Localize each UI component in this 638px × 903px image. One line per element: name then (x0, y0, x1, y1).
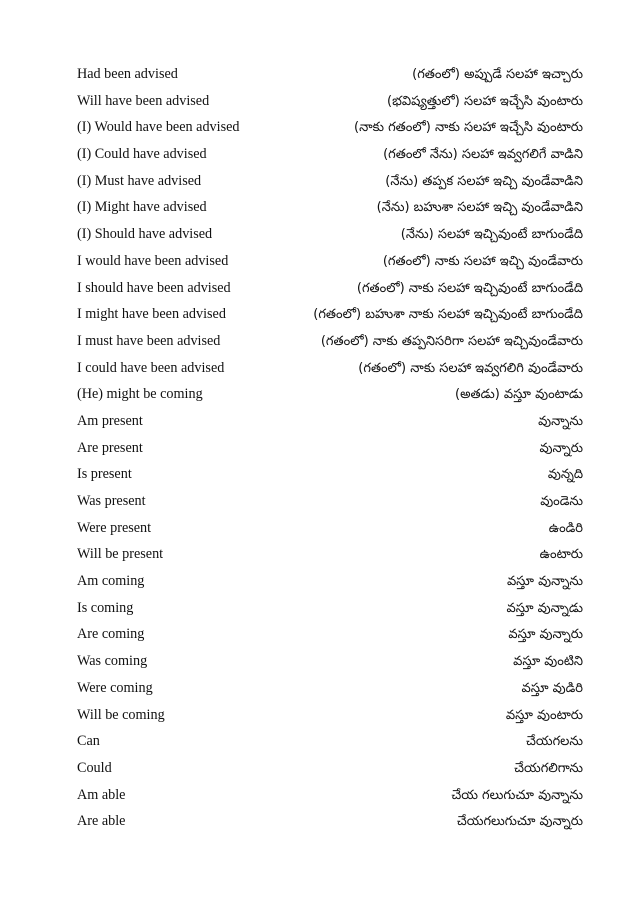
english-phrase: Could (77, 759, 112, 776)
telugu-translation: చేయగలను (525, 734, 583, 750)
telugu-translation: వుండెను (540, 494, 583, 509)
english-phrase: Was coming (77, 653, 148, 670)
english-phrase: Were coming (77, 679, 153, 696)
english-phrase: I could have been advised (77, 359, 225, 376)
telugu-translation: వున్నాను (538, 413, 583, 429)
table-row (77, 758, 583, 785)
telugu-translation: (నాకు గతంలో) నాకు సలహా ఇచ్చేసి వుంటారు (354, 120, 583, 136)
english-phrase: I must have been advised (77, 332, 221, 349)
english-phrase: Am present (77, 412, 143, 429)
telugu-translation: చేయ గలుగుచూ వున్నాను (451, 787, 583, 803)
table-row (77, 491, 583, 518)
english-phrase: I might have been advised (77, 306, 226, 323)
telugu-translation: వస్తూ వుడిరి (521, 680, 583, 696)
telugu-translation: ఉండిరి (548, 520, 583, 536)
table-row (77, 197, 583, 224)
english-phrase: Will have been advised (77, 92, 210, 109)
table-row (77, 598, 583, 625)
table-row (77, 705, 583, 732)
telugu-translation: చేయగలిగాను (514, 760, 583, 776)
table-row (77, 278, 583, 305)
english-phrase: Were present (77, 519, 152, 536)
table-row (77, 91, 583, 118)
table-row (77, 358, 583, 385)
telugu-translation: (గతంలో) నాకు సలహా ఇవ్వగలిగి వుండేవారు (358, 360, 583, 376)
telugu-translation: వస్తూ వున్నారు (508, 627, 583, 643)
telugu-translation: (నేను) సలహా ఇచ్చివుంటే బాగుండేది (400, 227, 583, 243)
table-row (77, 651, 583, 678)
telugu-translation: వున్నారు (539, 440, 583, 456)
english-phrase: Are present (77, 439, 143, 456)
english-phrase: (I) Might have advised (77, 199, 207, 216)
table-row (77, 384, 583, 411)
telugu-translation: (నేను) బహుశా సలహా ఇచ్చి వుండేవాడిని (376, 200, 583, 216)
table-row (77, 731, 583, 758)
table-row (77, 304, 583, 331)
english-phrase: Will be coming (77, 706, 165, 723)
telugu-translation: వస్తూ వున్నాను (506, 574, 583, 590)
telugu-translation: వున్నది (547, 467, 583, 483)
table-row (77, 171, 583, 198)
english-phrase: (I) Could have advised (77, 146, 207, 163)
english-phrase: (I) Would have been advised (77, 119, 240, 136)
table-row (77, 571, 583, 598)
table-row (77, 117, 583, 144)
telugu-translation: (గతంలో నేను) సలహా ఇవ్వగలిగే వాడిని (383, 147, 583, 163)
english-phrase: (He) might be coming (77, 386, 203, 403)
table-row (77, 438, 583, 465)
table-row (77, 251, 583, 278)
telugu-translation: (అతడు) వస్తూ వుంటాడు (455, 387, 583, 403)
table-row (77, 811, 583, 838)
telugu-translation: ఉంటారు (539, 547, 583, 563)
english-phrase: Was present (77, 493, 146, 509)
table-row (77, 331, 583, 358)
table-row (77, 411, 583, 438)
table-row (77, 624, 583, 651)
telugu-translation: (గతంలో) నాకు సలహా ఇచ్చి వుండేవారు (382, 253, 583, 269)
english-phrase: Is coming (77, 599, 134, 616)
telugu-translation: (నేను) తప్పక సలహా ఇచ్చి వుండేవాడిని (385, 173, 583, 189)
telugu-translation: వస్తూ వున్నాడు (506, 600, 583, 616)
english-phrase: Are able (77, 813, 126, 830)
english-phrase: Am able (77, 786, 126, 803)
english-phrase: Had been advised (77, 66, 178, 82)
telugu-translation: (గతంలో) నాకు తప్పనిసరిగా సలహా ఇచ్చివుండేవారు (320, 333, 583, 349)
telugu-translation: వస్తూ వుంటారు (505, 707, 583, 723)
english-phrase: (I) Must have advised (77, 172, 202, 189)
english-phrase: Am coming (77, 573, 145, 590)
table-row (77, 144, 583, 171)
english-phrase: (I) Should have advised (77, 226, 213, 243)
english-phrase: Can (77, 733, 100, 750)
table-row (77, 464, 583, 491)
table-row (77, 544, 583, 571)
table-row (77, 224, 583, 251)
english-phrase: I should have been advised (77, 279, 231, 296)
table-row (77, 64, 583, 91)
english-phrase: Is present (77, 466, 132, 483)
telugu-translation: (గతంలో) అప్పుడే సలహా ఇచ్చారు (412, 67, 583, 82)
table-row (77, 785, 583, 812)
table-row (77, 678, 583, 705)
telugu-translation: వస్తూ వుంటిని (513, 654, 583, 670)
english-phrase: Will be present (77, 546, 164, 563)
telugu-translation: చేయగలుగుచూ వున్నారు (456, 814, 583, 830)
telugu-translation: (గతంలో) బహుశా నాకు సలహా ఇచ్చివుంటే బాగుండేది (313, 307, 583, 323)
phrase-table (77, 64, 583, 838)
telugu-translation: (భవిష్యత్తులో) సలహా ఇచ్చేసి వుంటారు (387, 93, 583, 109)
english-phrase: Are coming (77, 626, 145, 643)
table-row (77, 518, 583, 545)
telugu-translation: (గతంలో) నాకు సలహా ఇచ్చివుంటే బాగుండేది (356, 280, 583, 296)
english-phrase: I would have been advised (77, 252, 229, 269)
